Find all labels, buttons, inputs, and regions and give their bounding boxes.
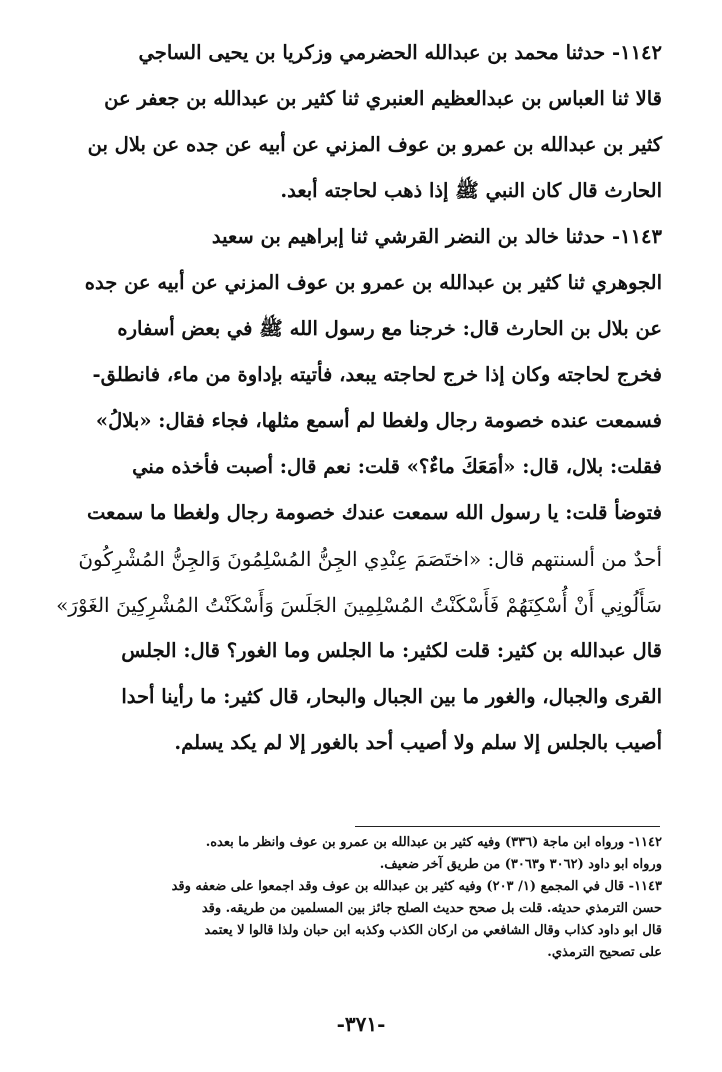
hadith-1142-line-3: كثير بن عبدالله بن عمرو بن عوف المزني عن أبيه عن جده عن بلال بن [87, 133, 662, 156]
hadith-1143-line-8: قال عبدالله بن كثير: قلت لكثير: ما الجلس وما الغور؟ قال: الجلس [121, 639, 662, 662]
footnote-1142-line-2: ورواه ابو داود (٣٠٦٢ و٣٠٦٣) من طريق آخر ضعيف. [379, 857, 662, 872]
footnotes-block [120, 832, 662, 964]
page-number: -٣٧١- [336, 1012, 386, 1036]
footnote-divider [355, 826, 660, 827]
hadith-1143-line-6: فقلت: بلال، قال: «أمَعَكَ ماءٌ؟» قلت: نعم قال: أصبت فأخذه مني [132, 455, 662, 478]
hadith-1143-line-7: فتوضأ قلت: يا رسول الله سمعت عندك خصومة رجال ولغطا ما سمعت [87, 501, 662, 524]
hadith-1143-line-9: القرى والجبال، والغور ما بين الجبال والبحار، قال كثير: ما رأينا أحدا [121, 685, 662, 708]
footnote-1143-line-3: قال ابو داود كذاب وقال الشافعي من اركان الكذب وكذبه ابن حبان ولذا قالوا لا يعتمد [204, 923, 662, 938]
footnote-1142-line-1: ١١٤٢- ورواه ابن ماجة (٣٣٦) وفيه كثير بن عبدالله بن عمرو بن عوف وانظر ما بعده. [205, 835, 662, 850]
hadith-1143-line-2: الجوهري ثنا كثير بن عبدالله بن عمرو بن عوف المزني عن أبيه عن جده [84, 271, 662, 294]
hadith-1142-line-2: قالا ثنا العباس بن عبدالعظيم العنبري ثنا كثير بن عبدالله بن جعفر عن [104, 87, 662, 110]
footnote-1143-line-4: على تصحيح الترمذي. [547, 945, 662, 960]
hadith-1143-quote-line-1: أحدٌ من ألسنتهم قال: «اختَصَمَ عِنْدِي الجِنُّ المُسْلِمُونَ وَالجِنُّ المُشْرِكُونَ [78, 547, 662, 571]
hadith-1143-line-10: أصيب بالجلس إلا سلم ولا أصيب أحد بالغور إلا لم يكد يسلم. [174, 731, 662, 754]
hadith-1143-line-3: عن بلال بن الحارث قال: خرجنا مع رسول الله ﷺ في بعض أسفاره [117, 317, 662, 340]
hadith-1142-line-1: ١١٤٢- حدثنا محمد بن عبدالله الحضرمي وزكريا بن يحيى الساجي [138, 41, 662, 64]
hadith-1143-line-1: ١١٤٣- حدثنا خالد بن النضر القرشي ثنا إبراهيم بن سعيد [211, 225, 662, 248]
footnote-1143-line-1: ١١٤٣- قال في المجمع (١/ ٢٠٣) وفيه كثير بن عبدالله بن عوف وقد اجمعوا على ضعفه وقد [171, 879, 662, 894]
footnote-1143-line-2: حسن الترمذي حديثه. قلت بل صحح حديث الصلح جائز بين المسلمين من طريقه. وقد [201, 901, 662, 916]
hadith-1143-quote-line-2: سَأَلُونِي أَنْ أُسْكِنَهُمْ فَأَسْكَنْتُ المُسْلِمِينَ الجَلَسَ وَأَسْكَنْتُ المُشْرِكِينَ الغَوْرَ» [56, 593, 662, 617]
hadith-1143-line-5: فسمعت عنده خصومة رجال ولغطا لم أسمع مثلها، فجاء فقال: «بلالُ» [95, 409, 662, 432]
hadith-1142-line-4: الحارث قال كان النبي ﷺ إذا ذهب لحاجته أبعد. [280, 179, 662, 202]
hadith-1143-line-4: فخرج لحاجته وكان إذا خرج لحاجته يبعد، فأتيته بإداوة من ماء، فانطلق- [92, 363, 662, 386]
main-text-block [56, 30, 662, 766]
